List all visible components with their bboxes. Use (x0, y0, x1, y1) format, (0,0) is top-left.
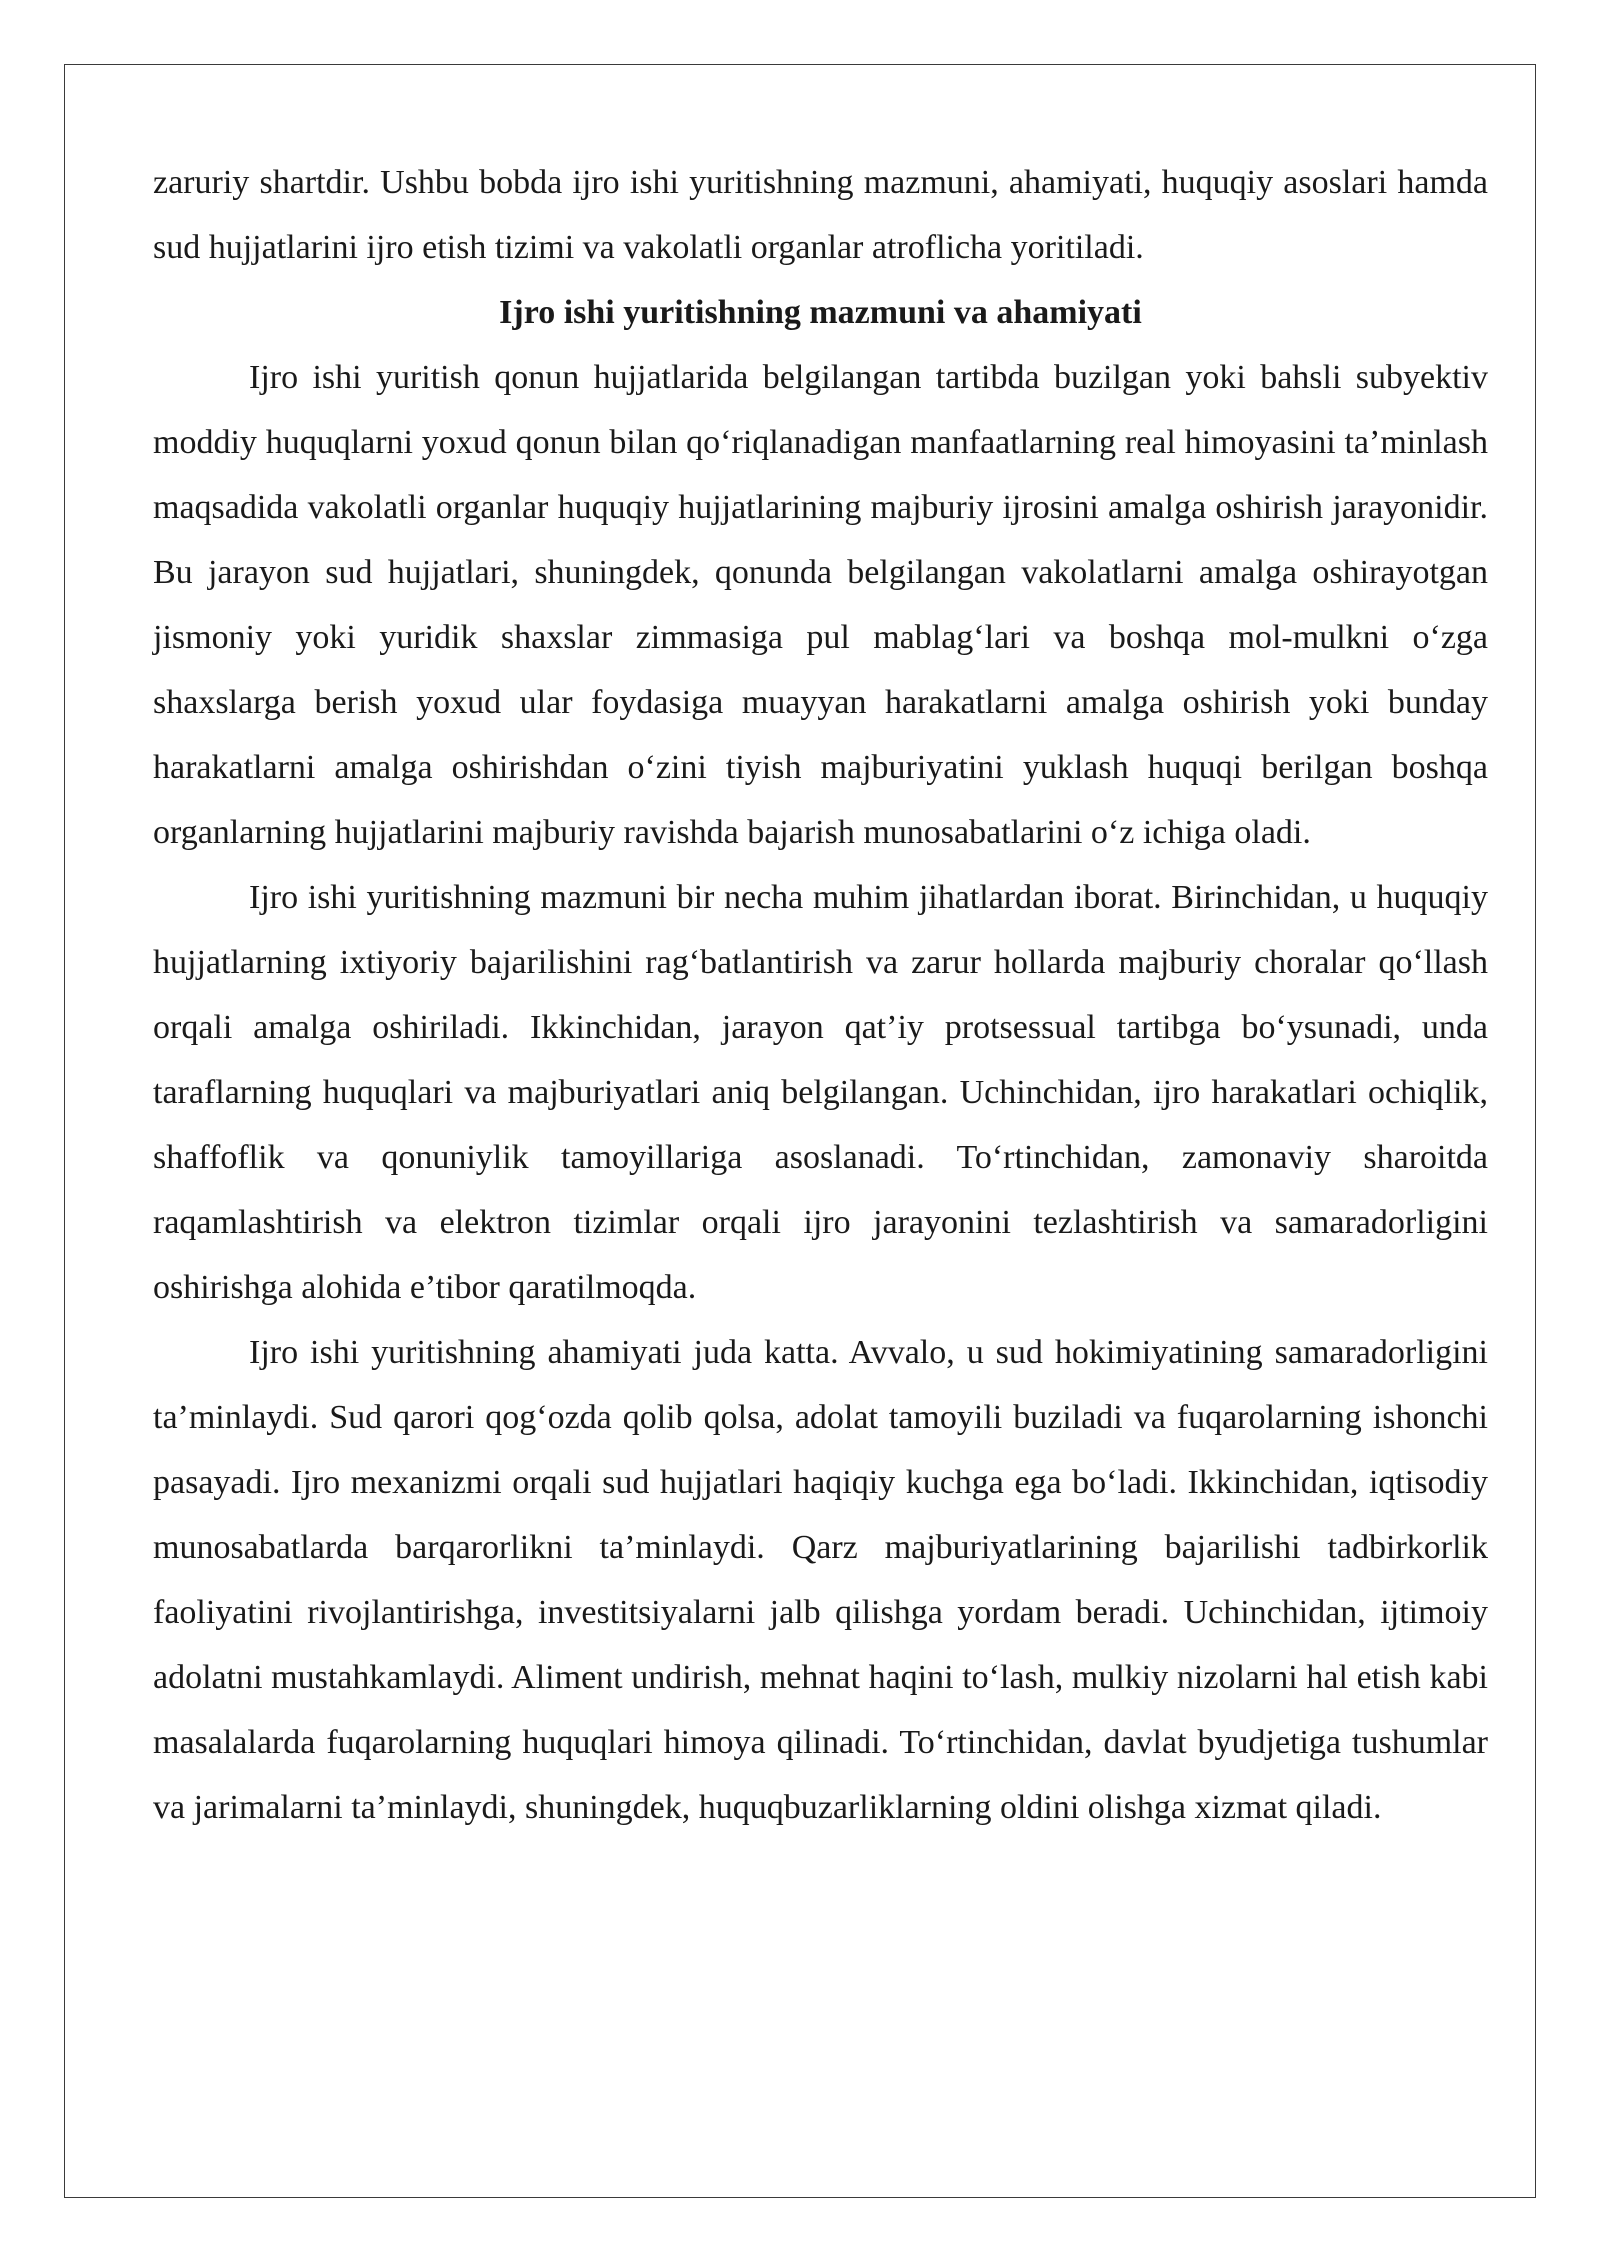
paragraph-1: Ijro ishi yuritish qonun hujjatlarida belgilangan tartibda buzilgan yoki bahsli subyektiv moddiy huquqlarni yoxud qonun bilan qo‘riqlanadigan manfaatlarning real himoyasini ta’minlash maqsadida vakolatli organlar huquqiy hujjatlarining majburiy ijrosini amalga oshirish jarayonidir. Bu jarayon sud hujjatlari, shuningdek, qonunda belgilangan vakolatlarni amalga oshirayotgan jismoniy yoki yuridik shaxslar zimmasiga pul mablag‘lari va boshqa mol-mulkni o‘zga shaxslarga berish yoxud ular foydasiga muayyan harakatlarni amalga oshirish yoki bunday harakatlarni amalga oshirishdan o‘zini tiyish majburiyatini yuklash huquqi berilgan boshqa organlarning hujjatlarini majburiy ravishda bajarish munosabatlarini o‘z ichiga oladi. (153, 359, 1488, 851)
paragraph-2: Ijro ishi yuritishning mazmuni bir necha muhim jihatlardan iborat. Birinchidan, u huquqiy hujjatlarning ixtiyoriy bajarilishini rag‘batlantirish va zarur hollarda majburiy choralar qo‘llash orqali amalga oshiriladi. Ikkinchidan, jarayon qat’iy protsessual tartibga bo‘ysunadi, unda taraflarning huquqlari va majburiyatlari aniq belgilangan. Uchinchidan, ijro harakatlari ochiqlik, shaffoflik va qonuniylik tamoyillariga asoslanadi. To‘rtinchidan, zamonaviy sharoitda raqamlashtirish va elektron tizimlar orqali ijro jarayonini tezlashtirish va samaradorligini oshirishga alohida e’tibor qaratilmoqda. (153, 879, 1488, 1306)
section-heading: Ijro ishi yuritishning mazmuni va ahamiyati (499, 294, 1142, 331)
intro-paragraph: zaruriy shartdir. Ushbu bobda ijro ishi yuritishning mazmuni, ahamiyati, huquqiy asoslari hamda sud hujjatlarini ijro etish tizimi va vakolatli organlar atroflicha yoritiladi. (153, 164, 1488, 266)
paragraph-3: Ijro ishi yuritishning ahamiyati juda katta. Avvalo, u sud hokimiyatining samaradorligini ta’minlaydi. Sud qarori qog‘ozda qolib qolsa, adolat tamoyili buziladi va fuqarolarning ishonchi pasayadi. Ijro mexanizmi orqali sud hujjatlari haqiqiy kuchga ega bo‘ladi. Ikkinchidan, iqtisodiy munosabatlarda barqarorlikni ta’minlaydi. Qarz majburiyatlarining bajarilishi tadbirkorlik faoliyatini rivojlantirishga, investitsiyalarni jalb qilishga yordam beradi. Uchinchidan, ijtimoiy adolatni mustahkamlaydi. Aliment undirish, mehnat haqini to‘lash, mulkiy nizolarni hal etish kabi masalalarda fuqarolarning huquqlari himoya qilinadi. To‘rtinchidan, davlat byudjetiga tushumlar va jarimalarni ta’minlaydi, shuningdek, huquqbuzarliklarning oldini olishga xizmat qiladi. (153, 1334, 1488, 1826)
document-body (153, 150, 1488, 1840)
